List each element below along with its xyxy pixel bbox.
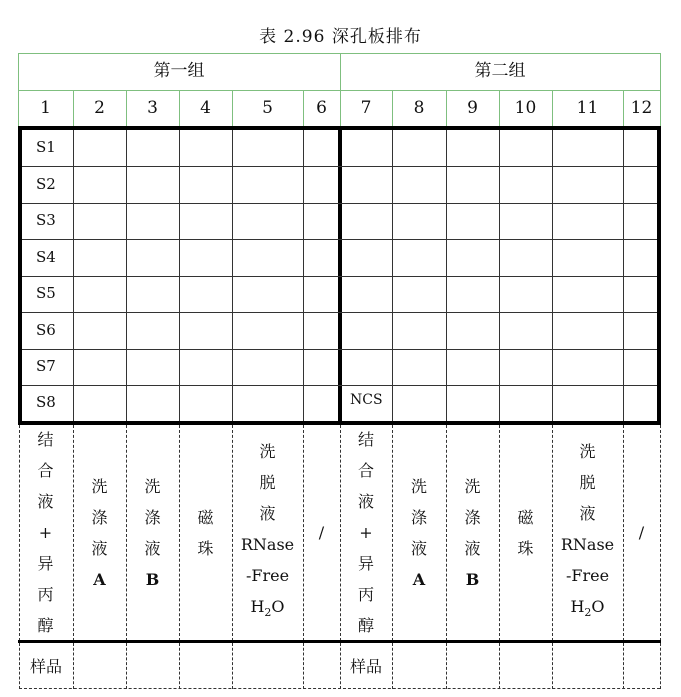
reagent-token: + xyxy=(359,523,373,542)
column-number-12: 12 xyxy=(630,98,653,118)
reagent-token: 合 xyxy=(357,461,374,480)
reagent-token: 液 xyxy=(410,538,427,558)
table-caption: 表 2.96 深孔板排布 xyxy=(259,27,422,47)
reagent-token: 磁 xyxy=(517,507,534,527)
reagent-token: RNase xyxy=(560,535,615,555)
reagent-column-10 xyxy=(499,425,552,640)
reagent-token: B xyxy=(465,569,480,589)
reagent-token: $H_2O$ xyxy=(570,597,605,620)
reagent-token: 珠 xyxy=(517,538,534,558)
column-number-2: 2 xyxy=(94,98,105,118)
reagent-token: 液 xyxy=(144,538,161,558)
reagent-token: 液 xyxy=(579,504,596,524)
reagent-token: 涤 xyxy=(464,507,481,527)
reagent-token: A xyxy=(93,569,106,589)
reagent-token: / xyxy=(638,523,645,542)
reagent-token: 洗 xyxy=(259,442,276,462)
reagent-token: -Free xyxy=(245,566,290,586)
reagent-token: 洗 xyxy=(91,476,108,496)
reagent-token: 珠 xyxy=(197,538,214,558)
reagent-token: 洗 xyxy=(464,476,481,496)
column-number-11: 11 xyxy=(576,98,599,118)
column-number-9: 9 xyxy=(467,98,478,118)
column-number-6: 6 xyxy=(316,98,327,118)
reagent-column-1 xyxy=(18,425,73,640)
reagent-token: 异 xyxy=(357,554,374,573)
row-label-s6: S6 xyxy=(36,320,56,339)
column-number-8: 8 xyxy=(413,98,425,118)
reagent-column-7 xyxy=(340,425,392,640)
reagent-token: 结 xyxy=(37,430,54,449)
reagent-token: 结 xyxy=(357,430,374,449)
column-number-1: 1 xyxy=(40,98,51,118)
reagent-column-12 xyxy=(623,425,660,640)
reagent-token: 液 xyxy=(357,492,374,511)
reagent-token: 磁 xyxy=(197,507,214,527)
column-number-10: 10 xyxy=(514,98,537,118)
row-label-s4: S4 xyxy=(36,247,56,266)
row-label-s5: S5 xyxy=(36,284,56,302)
reagent-column-5 xyxy=(232,425,303,640)
ncs-label: NCS xyxy=(350,392,383,408)
reagent-token: 涤 xyxy=(144,507,161,527)
reagent-token: 脱 xyxy=(259,473,276,493)
reagent-column-6 xyxy=(303,425,340,640)
sample-label-group-2: 样品 xyxy=(350,657,383,676)
reagent-token: RNase xyxy=(240,535,295,555)
reagent-token: 合 xyxy=(37,461,54,480)
reagent-token: $H_2O$ xyxy=(250,597,285,620)
reagent-token: / xyxy=(318,523,325,542)
reagent-column-2 xyxy=(73,425,126,640)
reagent-token: 涤 xyxy=(410,507,427,527)
reagent-column-8 xyxy=(392,425,446,640)
row-label-s8: S8 xyxy=(36,393,56,411)
sample-label-group-1: 样品 xyxy=(30,657,63,676)
reagent-token: 醇 xyxy=(37,616,54,635)
reagent-token: 醇 xyxy=(357,616,374,635)
reagent-token: 液 xyxy=(91,538,108,558)
column-number-7: 7 xyxy=(360,98,372,118)
reagent-column-3 xyxy=(126,425,179,640)
reagent-token: + xyxy=(38,523,53,542)
row-label-s1: S1 xyxy=(36,138,56,156)
reagent-token: 异 xyxy=(37,554,54,573)
reagent-token: 涤 xyxy=(91,507,108,527)
reagent-token: 脱 xyxy=(579,473,596,493)
reagent-token: -Free xyxy=(565,566,610,586)
reagent-token: 洗 xyxy=(579,442,596,462)
row-label-s2: S2 xyxy=(36,174,56,193)
reagent-token: 液 xyxy=(37,492,54,511)
column-number-3: 3 xyxy=(147,98,158,118)
group-2-label: 第二组 xyxy=(474,61,526,81)
reagent-token: 液 xyxy=(259,504,276,524)
reagent-token: A xyxy=(412,569,426,589)
reagent-column-11 xyxy=(552,425,623,640)
row-label-s7: S7 xyxy=(36,357,56,375)
reagent-token: 丙 xyxy=(357,585,374,604)
reagent-token: 丙 xyxy=(37,585,54,604)
reagent-column-4 xyxy=(179,425,232,640)
row-label-s3: S3 xyxy=(36,211,56,229)
reagent-token: 洗 xyxy=(410,476,427,496)
column-number-4: 4 xyxy=(200,98,211,118)
reagent-token: 洗 xyxy=(144,476,161,496)
reagent-token: B xyxy=(145,569,160,589)
reagent-column-9 xyxy=(446,425,499,640)
group-1-label: 第一组 xyxy=(153,61,205,81)
column-number-5: 5 xyxy=(262,98,273,118)
reagent-token: 液 xyxy=(464,538,481,558)
